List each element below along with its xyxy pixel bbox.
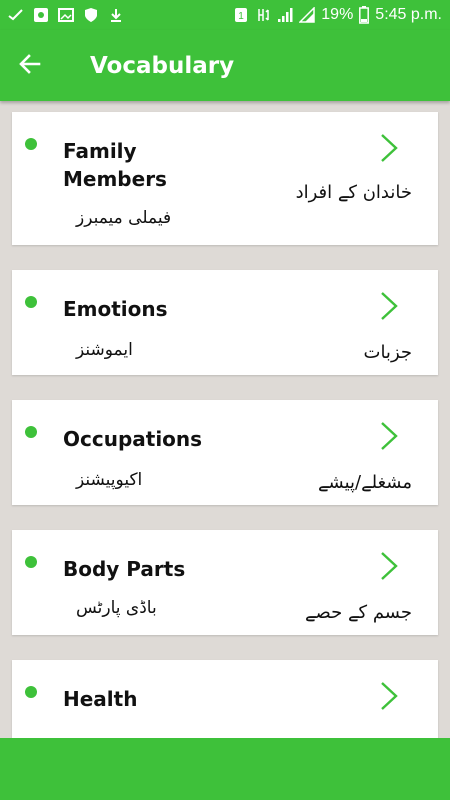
data-saver-icon bbox=[33, 7, 49, 23]
category-roman-urdu: فیملی میمبرز bbox=[76, 208, 172, 228]
check-icon bbox=[8, 7, 24, 23]
battery-icon bbox=[359, 7, 369, 23]
gallery-icon bbox=[58, 7, 74, 23]
bullet-icon bbox=[25, 556, 37, 568]
download-icon bbox=[108, 7, 124, 23]
category-title: Health bbox=[63, 687, 138, 711]
category-card-family-members[interactable] bbox=[12, 112, 438, 245]
chevron-right-icon[interactable] bbox=[378, 290, 400, 322]
category-roman-urdu: اکیوپیشنز bbox=[76, 470, 143, 490]
clock: 5:45 p.m. bbox=[375, 6, 442, 23]
category-urdu: جسم کے حصے bbox=[304, 602, 412, 623]
signal-icon bbox=[277, 7, 293, 23]
category-card-occupations[interactable] bbox=[12, 400, 438, 505]
chevron-right-icon[interactable] bbox=[378, 420, 400, 452]
status-left-icons bbox=[8, 7, 124, 23]
category-urdu: جزبات bbox=[363, 342, 412, 363]
bullet-icon bbox=[25, 138, 37, 150]
app-bar bbox=[0, 30, 450, 101]
sim-1-icon bbox=[233, 7, 249, 23]
bullet-icon bbox=[25, 296, 37, 308]
status-right bbox=[233, 6, 442, 24]
bullet-icon bbox=[25, 426, 37, 438]
category-roman-urdu: ایموشنز bbox=[76, 340, 133, 360]
status-bar bbox=[0, 0, 450, 30]
category-roman-urdu: باڈی پارٹس bbox=[76, 598, 157, 618]
network-type-icon bbox=[255, 7, 271, 23]
signal-icon bbox=[299, 7, 315, 23]
category-title: Emotions bbox=[63, 297, 168, 321]
category-title: Occupations bbox=[63, 427, 203, 451]
category-card-health[interactable] bbox=[12, 660, 438, 738]
category-urdu: مشغلے/پیشے bbox=[318, 472, 412, 493]
chevron-right-icon[interactable] bbox=[378, 132, 400, 164]
back-button[interactable] bbox=[0, 30, 60, 101]
bullet-icon bbox=[25, 686, 37, 698]
category-list[interactable] bbox=[0, 101, 450, 738]
shield-icon bbox=[83, 7, 99, 23]
svg-text:1: 1 bbox=[238, 11, 245, 22]
category-title: Family Members bbox=[63, 139, 167, 191]
category-title: Body Parts bbox=[63, 557, 186, 581]
chevron-right-icon[interactable] bbox=[378, 550, 400, 582]
category-urdu: خاندان کے افراد bbox=[295, 182, 412, 203]
bottom-banner bbox=[0, 738, 450, 800]
chevron-right-icon[interactable] bbox=[378, 680, 400, 712]
category-card-body-parts[interactable] bbox=[12, 530, 438, 635]
battery-percent: 19% bbox=[321, 6, 354, 23]
category-card-emotions[interactable] bbox=[12, 270, 438, 375]
arrow-left-icon bbox=[19, 54, 41, 78]
page-title: Vocabulary bbox=[90, 52, 235, 79]
